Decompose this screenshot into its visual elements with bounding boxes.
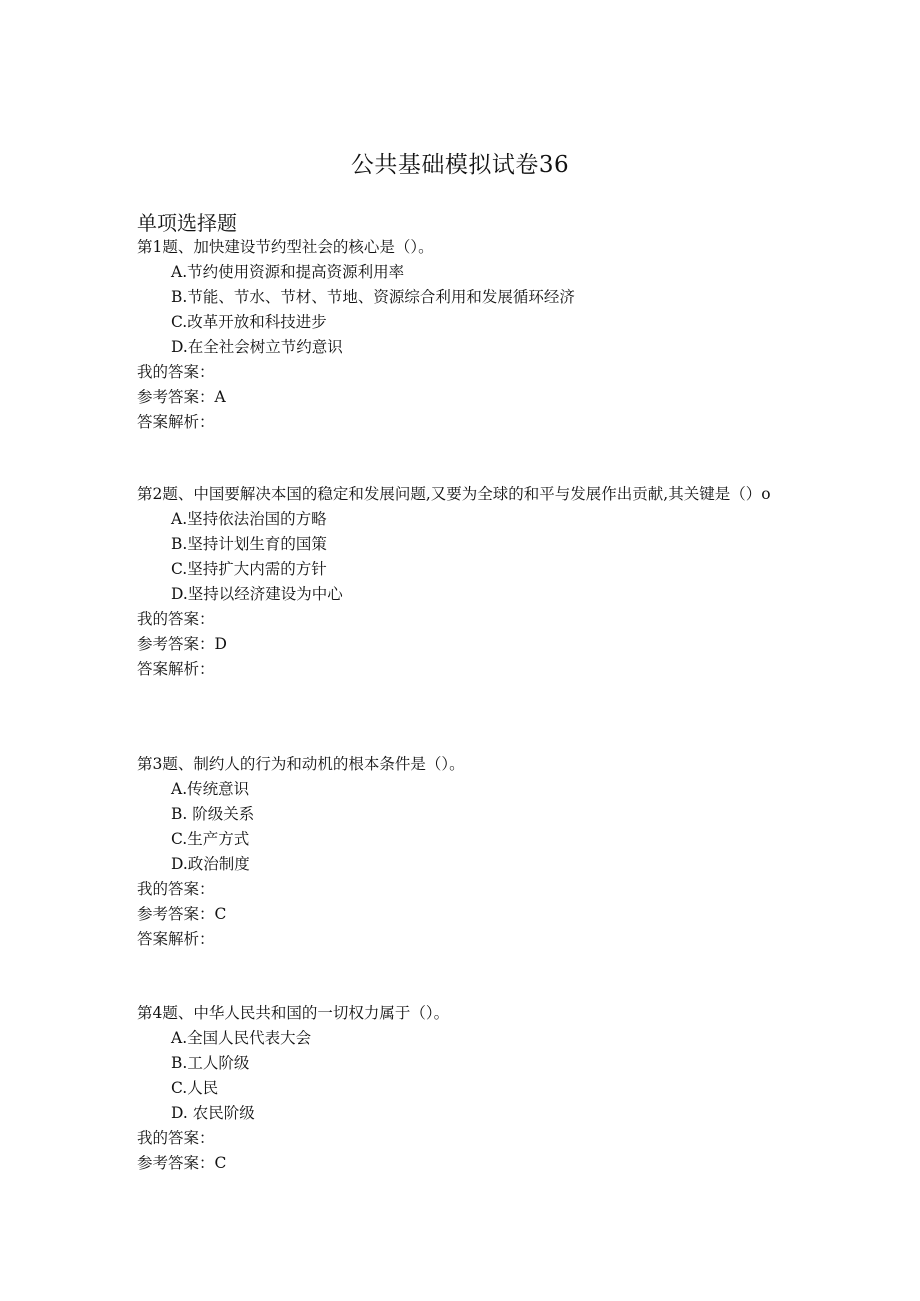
- question-1: [137, 235, 787, 435]
- option-c: C.生产方式: [171, 830, 250, 848]
- option-list: [137, 777, 787, 877]
- option-list: [137, 1026, 787, 1126]
- my-answer-label: 我的答案：: [137, 363, 215, 381]
- option-a: A.节约使用资源和提高资源利用率: [171, 263, 405, 281]
- option-b: B. 阶级关系: [171, 805, 255, 823]
- option-c: C.改革开放和科技进步: [171, 313, 327, 331]
- my-answer-label: 我的答案：: [137, 610, 215, 628]
- question-text: 第1题、加快建设节约型社会的核心是（）。: [137, 238, 434, 256]
- option-a: A.全国人民代表大会: [171, 1029, 312, 1047]
- question-text: 第4题、中华人民共和国的一切权力属于（）。: [137, 1004, 450, 1022]
- option-b: B.工人阶级: [171, 1054, 250, 1072]
- option-c: C.人民: [171, 1079, 219, 1097]
- answer-analysis-label: 答案解析：: [137, 660, 215, 678]
- question-2: [137, 482, 787, 682]
- option-a: A.传统意识: [171, 780, 250, 798]
- option-a: A.坚持依法治国的方略: [171, 510, 327, 528]
- document-title: 公共基础模拟试卷36: [350, 152, 570, 178]
- option-d: D.在全社会树立节约意识: [171, 338, 343, 356]
- question-4: [137, 1001, 787, 1176]
- option-d: D. 农民阶级: [171, 1104, 255, 1122]
- question-3: [137, 752, 787, 952]
- option-list: [137, 507, 787, 607]
- reference-answer: 参考答案：C: [137, 1154, 227, 1172]
- option-d: D.坚持以经济建设为中心: [171, 585, 343, 603]
- option-c: C.坚持扩大内需的方针: [171, 560, 327, 578]
- option-b: B.节能、节水、节材、节地、资源综合利用和发展循环经济: [171, 288, 575, 306]
- question-text: 第3题、制约人的行为和动机的根本条件是（）。: [137, 755, 465, 773]
- reference-answer: 参考答案：C: [137, 905, 227, 923]
- reference-answer: 参考答案：D: [137, 635, 227, 653]
- answer-analysis-label: 答案解析：: [137, 413, 215, 431]
- my-answer-label: 我的答案：: [137, 880, 215, 898]
- question-text: 第2题、中国要解决本国的稳定和发展问题,又要为全球的和平与发展作出贡献,其关键是（）o: [137, 485, 771, 503]
- section-heading: 单项选择题: [137, 211, 237, 235]
- option-d: D.政治制度: [171, 855, 250, 873]
- my-answer-label: 我的答案：: [137, 1129, 215, 1147]
- answer-analysis-label: 答案解析：: [137, 930, 215, 948]
- option-b: B.坚持计划生育的国策: [171, 535, 327, 553]
- option-list: [137, 260, 787, 360]
- reference-answer: 参考答案：A: [137, 388, 226, 406]
